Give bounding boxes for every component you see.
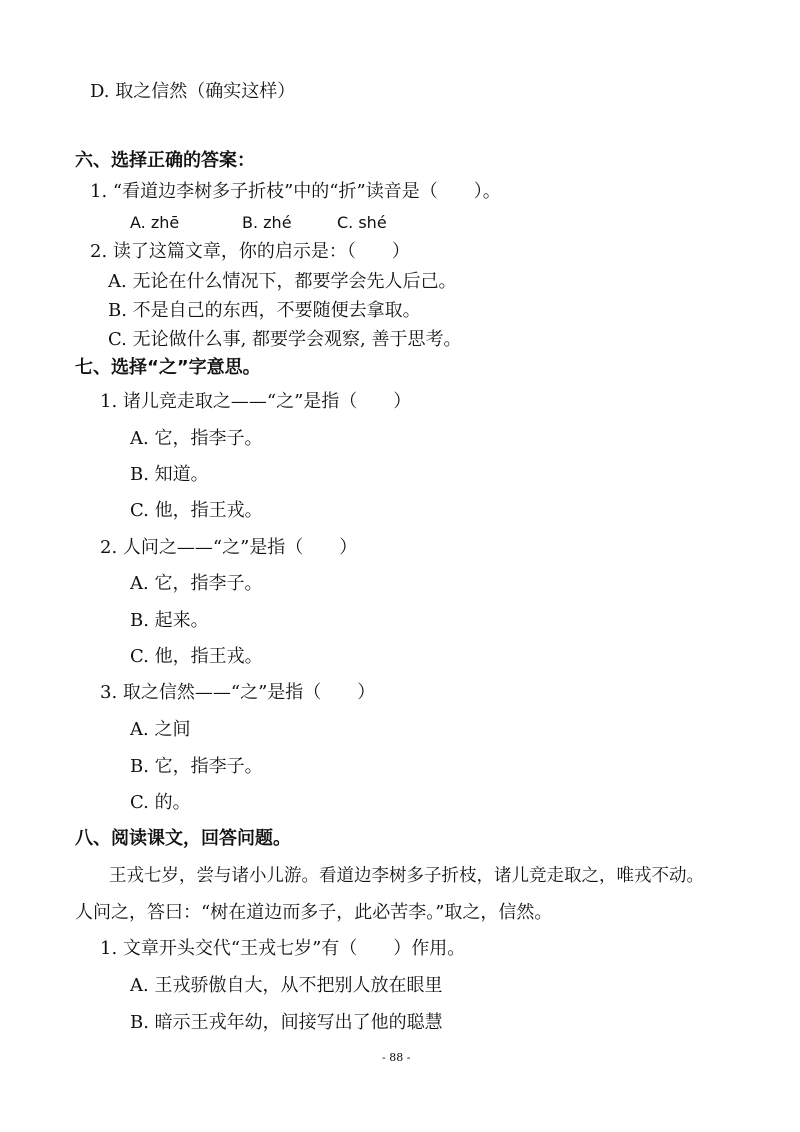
section-7-question-2-option-c: C. 他，指王戎。: [130, 646, 263, 667]
section-7-question-1-option-a: A. 它，指李子。: [130, 428, 263, 449]
section-6-question-2: 2. 读了这篇文章，你的启示是：（ ）: [90, 241, 410, 262]
top-option-d: D. 取之信然（确实这样）: [90, 81, 296, 102]
section-7-question-2-option-a: A. 它，指李子。: [130, 573, 263, 594]
section-6-question-2-option-a: A. 无论在什么情况下，都要学会先人后己。: [108, 271, 457, 292]
section-6-question-1-options: [130, 211, 387, 235]
section-8-title: 八、阅读课文，回答问题。: [75, 828, 291, 849]
option-b: B. zhé: [242, 213, 292, 232]
section-6-question-1: 1. “看道边李树多子折枝”中的“折”读音是（ ）。: [90, 181, 501, 202]
passage-line-1: 王戎七岁，尝与诸小儿游。看道边李树多子折枝，诸儿竞走取之，唯戎不动。: [109, 866, 704, 886]
section-8-question-1-option-a: A. 王戎骄傲自大，从不把别人放在眼里: [130, 975, 443, 996]
option-c: C. shé: [337, 213, 387, 232]
section-6-title: 六、选择正确的答案：: [75, 150, 255, 171]
section-7-title: 七、选择“之”字意思。: [75, 357, 261, 378]
passage-line-2: 人问之，答曰：“树在道边而多子，此必苦李。”取之，信然。: [75, 902, 553, 923]
section-7-question-2: 2. 人问之——“之”是指（ ）: [100, 537, 358, 558]
section-7-question-3-option-a: A. 之间: [130, 719, 191, 740]
section-7-question-1-option-b: B. 知道。: [130, 464, 209, 485]
section-6-question-2-option-c: C. 无论做什么事, 都要学会观察, 善于思考。: [108, 329, 462, 350]
section-6-question-2-option-b: B. 不是自己的东西，不要随便去拿取。: [108, 300, 421, 321]
page-number: - 88 -: [382, 1051, 411, 1064]
section-8-question-1: 1. 文章开头交代“王戎七岁”有（ ）作用。: [100, 938, 466, 959]
section-7-question-1: 1. 诸儿竞走取之——“之”是指（ ）: [100, 391, 412, 412]
section-7-question-3: 3. 取之信然——“之”是指（ ）: [100, 682, 376, 703]
section-7-question-3-option-c: C. 的。: [130, 792, 191, 813]
section-8-question-1-option-b: B. 暗示王戎年幼，间接写出了他的聪慧: [130, 1012, 443, 1033]
section-7-question-2-option-b: B. 起来。: [130, 610, 209, 631]
option-a: A. zhē: [130, 213, 180, 232]
section-7-question-3-option-b: B. 它，指李子。: [130, 756, 263, 777]
section-7-question-1-option-c: C. 他，指王戎。: [130, 500, 263, 521]
